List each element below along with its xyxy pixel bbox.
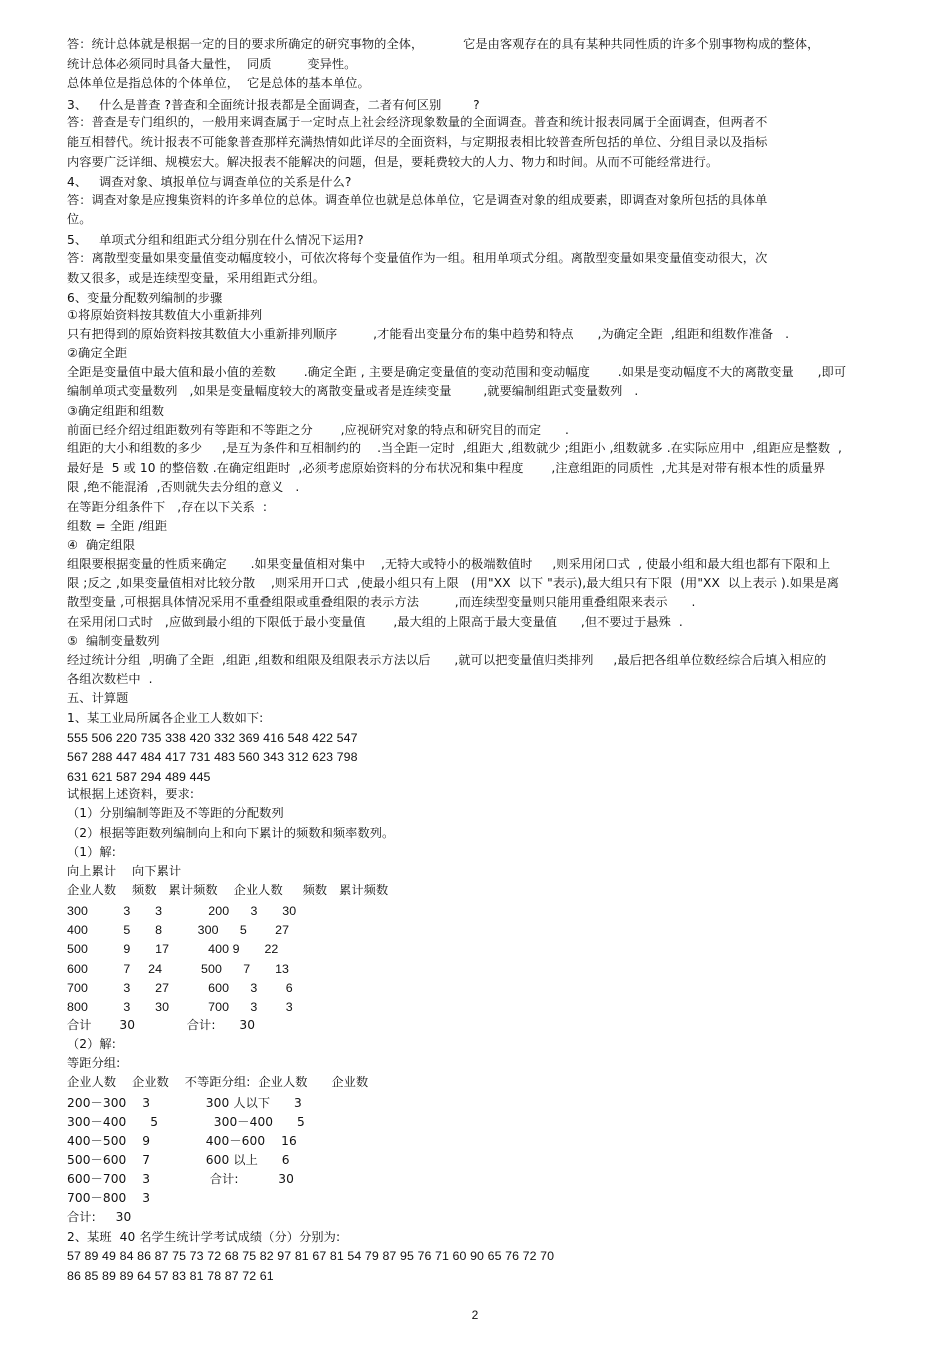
text-line: 300 3 3 200 3 30 [67,904,297,918]
text-line: 内容要广泛详细、规模宏大。解决报表不能解决的问题，但是，要耗费较大的人力、物力和时间。从而不可能经常进行。 [67,155,719,169]
text-line: 经过统计分组 ,明确了全距 ,组距 ,组数和组限及组限表示方法以后 ,就可以把变量值归类排列 ,最后把各组单位数经综合后填入相应的 [67,653,827,667]
text-line: 前面已经介绍过组距数列有等距和不等距之分 ,应视研究对象的特点和研究目的而定 . [67,423,569,437]
text-line: 400 5 8 300 5 27 [67,923,290,937]
text-line: 6、变量分配数列编制的步骤 [67,291,223,305]
text-line: 只有把得到的原始资料按其数值大小重新排列顺序 ,才能看出变量分布的集中趋势和特点 ,为确定全距 ,组距和组数作准备 . [67,327,790,341]
text-line: （2）根据等距数列编制向上和向下累计的频数和频率数列。 [67,826,395,840]
text-line: 86 85 89 89 64 57 83 81 78 87 72 61 [67,1269,274,1283]
text-line: 组限要根据变量的性质来确定 .如果变量值相对集中 ,无特大或特小的极端数值时 ,则采用闭口式 , 使最小组和最大组也都有下限和上 [67,557,831,571]
text-line: 57 89 49 84 86 87 75 73 72 68 75 82 97 81 67 81 54 79 87 95 76 71 60 90 65 76 72 70 [67,1249,555,1263]
text-line: 700－800 3 [67,1191,151,1205]
text-line: 各组次数栏中 . [67,672,153,686]
text-line: ②确定全距 [67,346,128,360]
text-line: 700 3 27 600 3 6 [67,981,293,995]
text-line: 总体单位是指总体的个体单位， 它是总体的基本单位。 [67,76,370,90]
text-line: 500 9 17 400 9 22 [67,942,279,956]
page-number: 2 [471,1308,479,1322]
text-line: 组数 = 全距 /组距 [67,519,168,533]
text-line: 限 ,绝不能混淆 ,否则就失去分组的意义 . [67,480,300,494]
text-line: 数又很多，或是连续型变量，采用组距式分组。 [67,271,326,285]
text-line: 3、 什么是普查 ?普查和全面统计报表都是全面调查，二者有何区别 ? [67,98,480,112]
text-line: 答：普查是专门组织的，一般用来调查属于一定时点上社会经济现象数量的全面调查。普查和统计报表同属于全面调查，但两者不 [67,115,768,129]
text-line: 5、 单项式分组和组距式分组分别在什么情况下运用? [67,233,364,247]
text-line: 统计总体必须同时具备大量性， 同质 变异性。 [67,57,357,71]
text-line: ④ 确定组限 [67,538,136,552]
text-line: 企业人数 企业数 不等距分组: 企业人数 企业数 [67,1075,369,1089]
text-line: 等距分组: [67,1056,121,1070]
text-line: 答：调查对象是应搜集资料的许多单位的总体。调查单位也就是总体单位，它是调查对象的组成要素，即调查对象所包括的具体单 [67,193,768,207]
text-line: 1、某工业局所属各企业工人数如下: [67,711,264,725]
text-line: 600－700 3 合计: 30 [67,1172,295,1186]
text-line: 2、某班 40 名学生统计学考试成绩（分）分别为: [67,1230,341,1244]
text-line: ①将原始资料按其数值大小重新排列 [67,308,263,322]
text-line: （2）解: [67,1037,116,1051]
text-line: 合计 30 合计: 30 [67,1018,256,1032]
text-line: 编制单项式变量数列 ,如果是变量幅度较大的离散变量或者是连续变量 ,就要编制组距式变量数列 . [67,384,639,398]
text-line: （1）解: [67,845,116,859]
text-line: （1）分别编制等距及不等距的分配数列 [67,806,284,820]
text-line: 在等距分组条件下 ,存在以下关系 : [67,500,268,514]
text-line: 五、计算题 [67,691,129,705]
text-line: ⑤ 编制变量数列 [67,634,160,648]
text-line: 答：离散型变量如果变量值变动幅度较小，可依次将每个变量值作为一组。租用单项式分组。离散型变量如果变量值变动很大，次 [67,251,768,265]
text-line: 631 621 587 294 489 445 [67,770,211,784]
text-line: 500－600 7 600 以上 6 [67,1153,290,1167]
text-line: 4、 调查对象、填报单位与调查单位的关系是什么? [67,175,352,189]
text-line: ③确定组距和组数 [67,404,165,418]
text-line: 400－500 9 400－600 16 [67,1134,297,1148]
text-line: 567 288 447 484 417 731 483 560 343 312 623 798 [67,750,358,764]
text-line: 答：统计总体就是根据一定的目的要求所确定的研究事物的全体， 它是由客观存在的具有某种共同性质的许多个别事物构成的整体， [67,37,820,51]
text-line: 600 7 24 500 7 13 [67,962,290,976]
text-line: 在采用闭口式时 ,应做到最小组的下限低于最小变量值 ,最大组的上限高于最大变量值 ,但不要过于悬殊 . [67,615,683,629]
text-line: 300－400 5 300－400 5 [67,1115,305,1129]
text-line: 限 ;反之 ,如果变量值相对比较分散 ,则采用开口式 ,使最小组只有上限 (用"XX 以下 "表示),最大组只有下限 (用"XX 以上表示 ).如果是离 [67,576,840,590]
text-line: 全距是变量值中最大值和最小值的差数 .确定全距 , 主要是确定变量值的变动范围和变动幅度 .如果是变动幅度不大的离散变量 ,即可 [67,365,847,379]
text-line: 散型变量 ,可根据具体情况采用不重叠组限或重叠组限的表示方法 ,而连续型变量则只能用重叠组限来表示 . [67,595,696,609]
text-line: 位。 [67,212,92,226]
text-line: 向上累计 向下累计 [67,864,182,878]
text-line: 企业人数 频数 累计频数 企业人数 频数 累计频数 [67,883,389,897]
text-line: 组距的大小和组数的多少 ,是互为条件和互相制约的 .当全距一定时 ,组距大 ,组数就少 ;组距小 ,组数就多 .在实际应用中 ,组距应是整数 , [67,441,843,455]
text-line: 200－300 3 300 人以下 3 [67,1096,302,1110]
text-line: 800 3 30 700 3 3 [67,1000,293,1014]
text-line: 555 506 220 735 338 420 332 369 416 548 422 547 [67,731,358,745]
text-line: 试根据上述资料，要求: [67,787,195,801]
text-line: 合计: 30 [67,1210,132,1224]
text-line: 能互相替代。统计报表不可能象普查那样充满热情如此详尽的全面资料，与定期报表相比较普查所包括的单位、分组目录以及指标 [67,135,768,149]
text-line: 最好是 5 或 10 的整倍数 .在确定组距时 ,必须考虑原始资料的分布状况和集中程度 ,注意组距的同质性 ,尤其是对带有根本性的质量界 [67,461,826,475]
